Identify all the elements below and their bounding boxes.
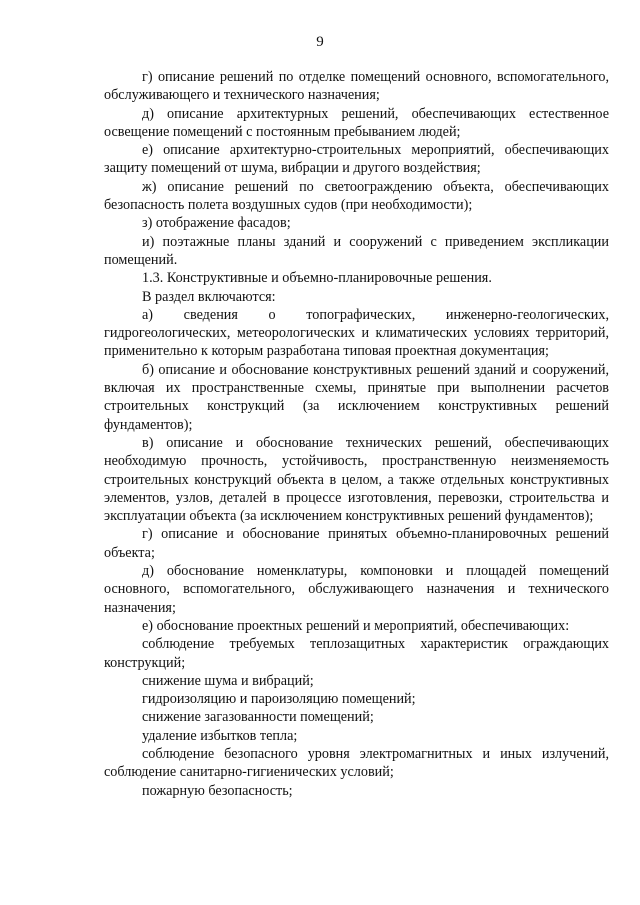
list-item-waterproofing: гидроизоляцию и пароизоляцию помещений; — [142, 691, 416, 708]
paragraph-light-barrier: ж) описание решений по светоограждению объекта, обеспечивающих безопасность полета воздушных судов (при необходимости); — [104, 178, 609, 214]
paragraph-site-conditions: а) сведения о топографических, инженерно-геологических, гидрогеологических, метеорологических и климатических условиях территорий, применительно к которым разработана типовая проектная документация; — [104, 306, 609, 360]
document-body — [104, 68, 609, 800]
list-item-fire-safety: пожарную безопасность; — [142, 782, 293, 799]
paragraph-facades: з) отображение фасадов; — [142, 215, 291, 232]
list-item-gas-contamination: снижение загазованности помещений; — [142, 709, 374, 726]
paragraph-technical-solutions: в) описание и обоснование технических решений, обеспечивающих необходимую прочность, устойчивость, пространственную неизменяемость строительных конструкций объекта в целом, а также отдельных конструктивных элементов, узлов, деталей в процессе изготовления, перевозки, строительства и эксплуатации объекта (за исключением конструктивных решений фундаментов); — [104, 434, 609, 525]
list-item-noise-vibration: снижение шума и вибраций; — [142, 672, 314, 689]
paragraph-finishing: г) описание решений по отделке помещений основного, вспомогательного, обслуживающего и технического назначения; — [104, 69, 609, 104]
paragraph-architectural-lighting: д) описание архитектурных решений, обеспечивающих естественное освещение помещений с постоянным пребыванием людей; — [104, 105, 609, 140]
list-item-heat-removal: удаление избытков тепла; — [142, 727, 298, 744]
paragraph-floor-plans: и) поэтажные планы зданий и сооружений с приведением экспликации помещений. — [104, 233, 609, 268]
paragraph-room-nomenclature: д) обоснование номенклатуры, компоновки и площадей помещений основного, вспомогательного, обслуживающего назначения и технического назначения; — [104, 563, 609, 616]
paragraph-structural-solutions: б) описание и обоснование конструктивных решений зданий и сооружений, включая их пространственные схемы, принятые при выполнении расчетов строительных конструкций (за исключением конструктивных решений фундаментов); — [104, 361, 609, 433]
section-heading-1-3: 1.3. Конструктивные и объемно-планировочные решения. — [142, 270, 492, 287]
paragraph-design-measures: е) обоснование проектных решений и мероприятий, обеспечивающих: — [142, 617, 570, 634]
paragraph-noise-protection: е) описание архитектурно-строительных мероприятий, обеспечивающих защиту помещений от шума, вибрации и другого воздействия; — [104, 142, 609, 177]
paragraph-section-includes: В раздел включаются: — [142, 288, 276, 305]
list-item-radiation-safety: соблюдение безопасного уровня электромагнитных и иных излучений, соблюдение санитарно-гигиенических условий; — [104, 745, 609, 781]
paragraph-space-planning: г) описание и обоснование принятых объемно-планировочных решений объекта; — [104, 526, 609, 561]
list-item-thermal-protection: соблюдение требуемых теплозащитных характеристик ограждающих конструкций; — [104, 636, 609, 671]
page-number: 9 — [316, 34, 324, 50]
